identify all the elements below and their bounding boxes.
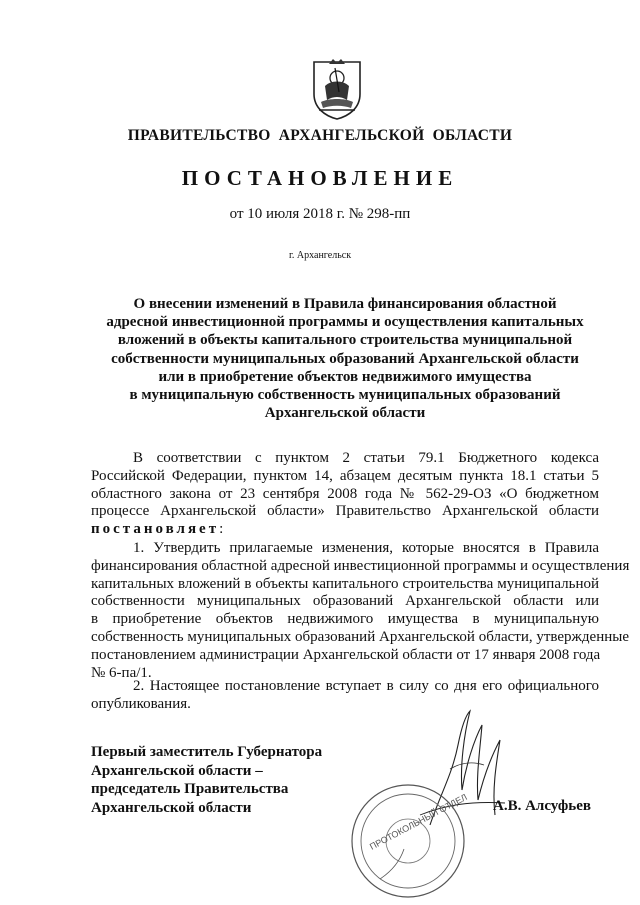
preamble-line: областного закона от 23 сентября 2008 года № 562-29-ОЗ «О бюджетном [91,485,599,502]
document-city: г. Архангельск [288,250,352,261]
title-line: собственности муниципальных образований Архангельской области [111,350,579,367]
item-1-line: собственности муниципальных образований Архангельской области или [91,593,599,610]
decree-line [91,521,599,539]
government-name: ПРАВИТЕЛЬСТВО АРХАНГЕЛЬСКОЙ ОБЛАСТИ [127,127,513,144]
item-1-line: в приобретение объектов недвижимого имущества в муниципальную [91,611,599,628]
signer-line: председатель Правительства [91,781,289,797]
item-2-line: 2. Настоящее постановление вступает в силу со дня его официального [133,678,599,694]
item-1-line: № 6-па/1. [91,664,152,681]
title-line: вложений в объекты капитального строительства муниципальной [117,332,573,349]
signer-line: Архангельской области [91,799,252,816]
decree-colon: : [219,521,224,538]
item-1-line: капитальных вложений в объекты капитального строительства муниципальной [91,575,599,592]
item-1-line: финансирования областной адресной инвестиционной программы и осуществления [91,557,630,574]
title-line: или в приобретение объектов недвижимого имущества [158,368,532,385]
signer-line: Первый заместитель Губернатора [91,744,323,760]
document-type: ПОСТАНОВЛЕНИЕ [181,166,459,190]
official-stamp [340,775,475,900]
decree-word: постановляет [91,521,220,538]
item-2-paragraph [91,678,599,714]
preamble-line: процессе Архангельской области» Правительство Архангельской области [91,503,599,520]
signer-position [91,743,322,817]
item-1-line: 1. Утвердить прилагаемые изменения, которые вносятся в Правила [133,540,599,556]
document-title [95,295,595,422]
preamble-line: В соответствии с пунктом 2 статьи 79.1 Бюджетного кодекса [133,450,599,466]
title-line: О внесении изменений в Правила финансирования областной [133,296,557,312]
title-line: в муниципальную собственность муниципальных образований [129,387,561,404]
title-line: Архангельской области [264,405,426,422]
item-1-line: постановлением администрации Архангельской области от 17 января 2008 года [91,646,601,663]
stamp-text: ПРОТОКОЛЬНЫЙ ОТДЕЛ [367,791,469,852]
item-1-line: собственность муниципальных образований Архангельской области, утвержденные [91,628,630,645]
signer-line: Архангельской области – [91,762,263,779]
preamble-paragraph [91,450,599,539]
coat-of-arms-icon [311,58,363,120]
item-2-line: опубликования. [91,695,191,712]
title-line: адресной инвестиционной программы и осуществления капитальных [106,314,584,331]
document-date-number: от 10 июля 2018 г. № 298-пп [229,206,411,222]
signer-name: А.В. Алсуфьев [493,798,591,814]
preamble-line: Российской Федерации, пунктом 14, абзацем десятым пункта 18.1 статьи 5 [91,467,599,484]
item-1-paragraph [91,540,630,682]
